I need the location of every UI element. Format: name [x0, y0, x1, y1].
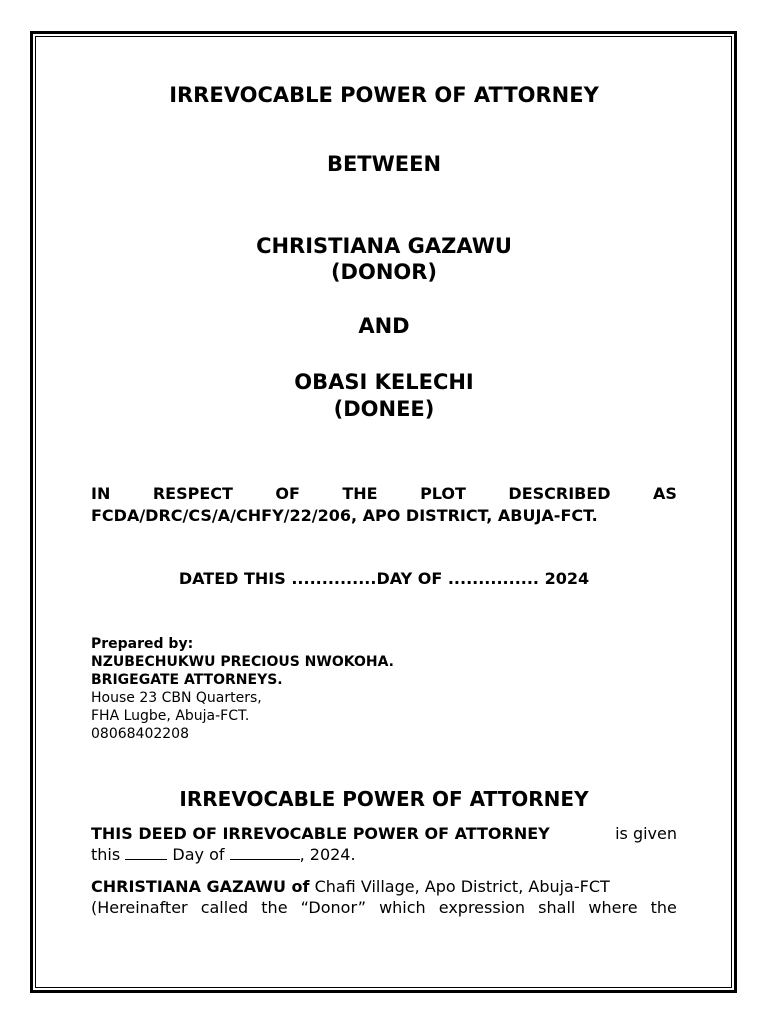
- preparer-name: NZUBECHUKWU PRECIOUS NWOKOHA.: [91, 654, 394, 670]
- firm-name: BRIGEGATE ATTORNEYS.: [91, 672, 283, 688]
- donor-name: CHRISTIANA GAZAWU: [256, 234, 512, 258]
- plot-word: AS: [653, 484, 677, 503]
- donor-role: (DONOR): [330, 260, 438, 284]
- donor-paragraph-lead: [91, 876, 610, 897]
- prepared-by-label: Prepared by:: [91, 636, 194, 652]
- deed-paragraph-line1: [91, 823, 677, 844]
- deed-given-text: is given: [615, 824, 677, 843]
- deed-paragraph-line2: [91, 844, 677, 865]
- plot-description-line1: [91, 483, 677, 505]
- donor-paragraph: [91, 876, 677, 918]
- month-blank: [230, 845, 300, 860]
- paragraph-word: the: [261, 898, 288, 917]
- paragraph-word: shall: [538, 898, 576, 917]
- donor-name-bold: CHRISTIANA GAZAWU of: [91, 877, 310, 896]
- prepared-by-block: [91, 635, 394, 743]
- plot-word: THE: [342, 484, 378, 503]
- paragraph-word: the: [650, 898, 677, 917]
- body-heading: IRREVOCABLE POWER OF ATTORNEY: [179, 787, 589, 811]
- donor-address-text: Chafi Village, Apo District, Abuja-FCT: [314, 877, 610, 896]
- address-line-1: House 23 CBN Quarters,: [91, 690, 262, 706]
- and-label: AND: [358, 314, 410, 338]
- between-label: BETWEEN: [326, 152, 442, 176]
- donor-paragraph-line1: [91, 876, 677, 897]
- paragraph-word: which: [379, 898, 426, 917]
- paragraph-word: expression: [438, 898, 526, 917]
- plot-description-line2: FCDA/DRC/CS/A/CHFY/22/206, APO DISTRICT, ABUJA-FCT.: [91, 506, 598, 525]
- paragraph-word: where: [588, 898, 638, 917]
- plot-word: RESPECT: [152, 484, 233, 503]
- deed-paragraph: [91, 823, 677, 865]
- this-text: this: [91, 845, 121, 864]
- cover-title: IRREVOCABLE POWER OF ATTORNEY: [169, 83, 599, 107]
- year-text: , 2024.: [299, 845, 356, 864]
- paragraph-word: “Donor”: [300, 898, 366, 917]
- plot-word: PLOT: [420, 484, 466, 503]
- plot-description: [91, 483, 677, 527]
- plot-word: OF: [275, 484, 300, 503]
- plot-word: DESCRIBED: [508, 484, 611, 503]
- deed-title-bold: THIS DEED OF IRREVOCABLE POWER OF ATTORNEY: [91, 824, 550, 843]
- paragraph-word: called: [200, 898, 249, 917]
- paragraph-word: (Hereinafter: [91, 898, 188, 917]
- donee-role: (DONEE): [333, 397, 435, 421]
- phone-number: 08068402208: [91, 726, 189, 742]
- day-blank: [125, 845, 167, 860]
- address-line-2: FHA Lugbe, Abuja-FCT.: [91, 708, 250, 724]
- donee-name: OBASI KELECHI: [294, 370, 474, 394]
- donor-paragraph-line2: [91, 897, 677, 918]
- day-of-text: Day of: [172, 845, 225, 864]
- dated-line: DATED THIS ..............DAY OF ............... 2024: [178, 569, 590, 588]
- plot-word: IN: [91, 484, 111, 503]
